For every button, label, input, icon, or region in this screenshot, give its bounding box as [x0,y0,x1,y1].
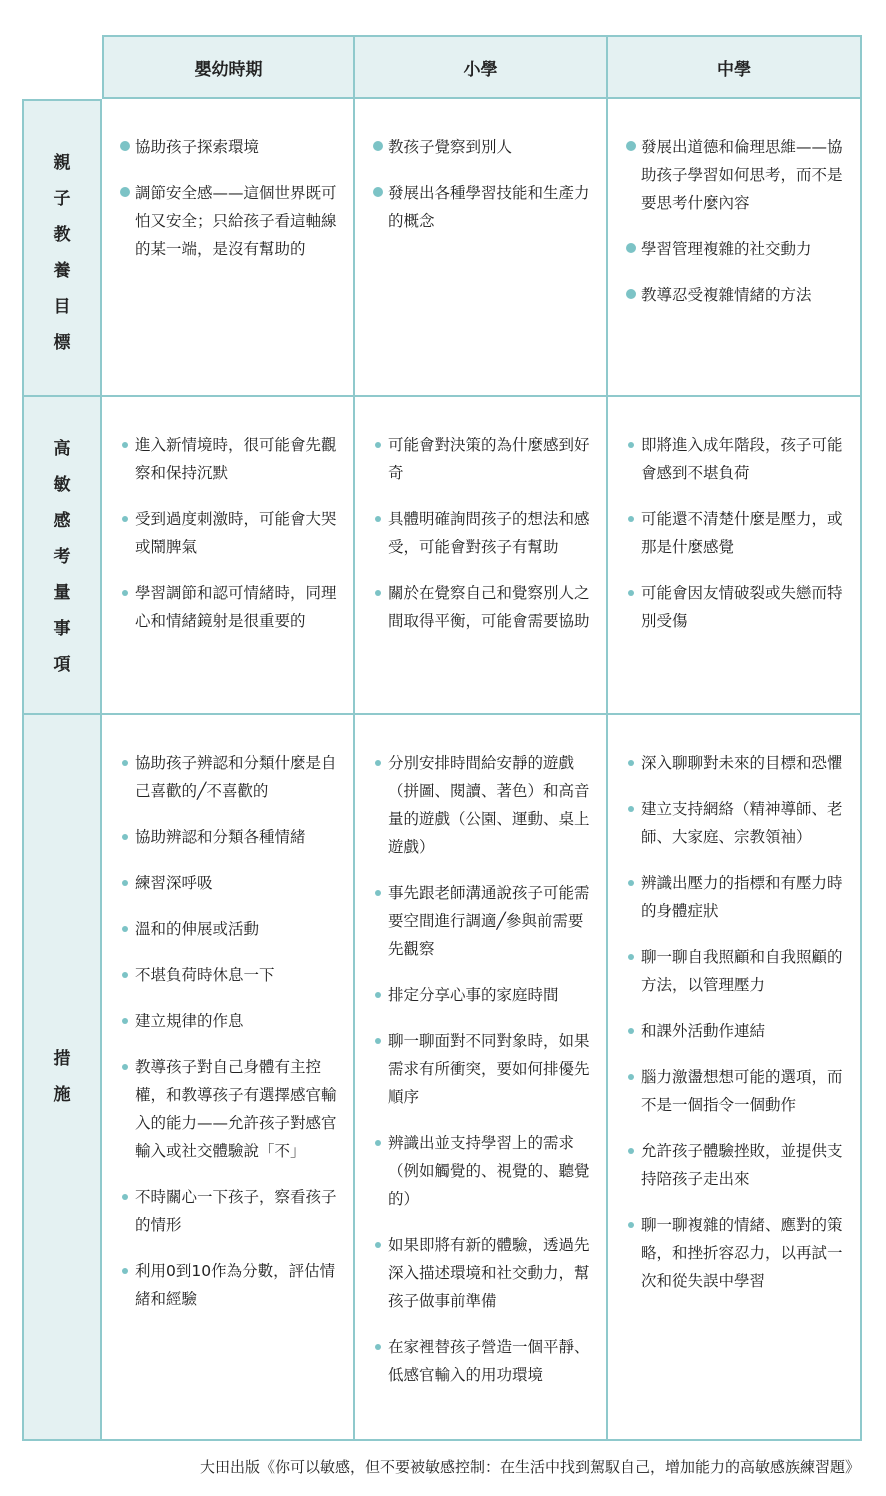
list-item [626,1017,848,1045]
bullet-icon [122,1064,128,1070]
list-item [626,579,848,635]
list-item [626,235,848,263]
list-item-text: 辨識出並支持學習上的需求（例如觸覺的、視覺的、聽覺的） [388,1134,590,1208]
list-item-text: 建立規律的作息 [135,1012,244,1030]
row-header-measures [22,715,102,1441]
list-item-text: 可能還不清楚什麼是壓力，或那是什麼感覺 [641,510,843,556]
table-corner [22,35,102,99]
list-item [626,943,848,999]
list-item-text: 和課外活動作連結 [641,1022,766,1040]
bullet-icon [628,442,634,448]
row-label-char: 目 [53,297,71,317]
list-item-text: 發展出道德和倫理思維——協助孩子學習如何思考，而不是要思考什麼內容 [641,138,843,212]
list-item-text: 協助孩子辨認和分類什麼是自己喜歡的╱不喜歡的 [135,754,337,800]
list-item-text: 可能會因友情破裂或失戀而特別受傷 [641,584,843,630]
list-item [626,795,848,851]
row-label-char: 養 [53,261,71,281]
cell-considerations-elementary [355,397,608,715]
list-item [626,869,848,925]
cell-considerations-infancy [102,397,355,715]
list-item [626,431,848,487]
bullet-icon [122,1268,128,1274]
bullet-icon [375,442,381,448]
list-item-text: 即將進入成年階段，孩子可能會感到不堪負荷 [641,436,843,482]
list-item-text: 進入新情境時，很可能會先觀察和保持沉默 [135,436,337,482]
list-item [373,1129,594,1213]
row-label-char: 子 [53,189,71,209]
parenting-table [22,35,862,1441]
list-item [373,1333,594,1389]
cell-goals-infancy [102,99,355,397]
source-credit: 大田出版《你可以敏感，但不要被敏感控制：在生活中找到駕馭自己，增加能力的高敏感族練習題》 [199,1458,860,1476]
bullet-icon [375,890,381,896]
bullet-icon [122,926,128,932]
list-item-text: 調節安全感——這個世界既可怕又安全；只給孩子看這軸線的某一端，是沒有幫助的 [135,184,337,258]
bullet-icon [375,1038,381,1044]
list-item-text: 練習深呼吸 [135,874,213,892]
column-header-elementary: 小學 [355,35,608,99]
bullet-icon [375,1140,381,1146]
bullet-icon [375,760,381,766]
bullet-icon [628,1028,634,1034]
list-item-text: 協助孩子探索環境 [135,138,260,156]
row-label-char: 敏 [53,475,71,495]
list-item-text: 聊一聊複雜的情緒、應對的策略，和挫折容忍力，以再試一次和從失誤中學習 [641,1216,843,1290]
row-label-char: 感 [53,511,71,531]
bullet-icon [626,289,636,299]
list-item-text: 允許孩子體驗挫敗，並提供支持陪孩子走出來 [641,1142,843,1188]
cell-measures-infancy [102,715,355,1441]
row-label-goals [54,145,71,395]
cell-considerations-secondary [608,397,862,715]
column-header-infancy: 嬰幼時期 [102,35,355,99]
list-item [120,1007,341,1035]
row-header-goals [22,99,102,397]
row-label-considerations [54,431,71,713]
list-item [120,749,341,805]
row-label-char: 高 [53,439,71,459]
list-item [120,579,341,635]
list-item-text: 辨識出壓力的指標和有壓力時的身體症狀 [641,874,843,920]
list-item [120,961,341,989]
list-item [626,1063,848,1119]
cell-goals-elementary [355,99,608,397]
bullet-icon [122,516,128,522]
row-label-char: 量 [53,583,71,603]
list-item [373,1231,594,1315]
row-label-char: 措 [53,1049,71,1069]
list-item-text: 關於在覺察自己和覺察別人之間取得平衡，可能會需要協助 [388,584,590,630]
list-item-text: 不堪負荷時休息一下 [135,966,275,984]
bullet-icon [122,1194,128,1200]
bullet-icon [122,590,128,596]
bullet-icon [122,760,128,766]
row-label-char: 親 [53,153,71,173]
bullet-icon [628,954,634,960]
list-item [120,1053,341,1165]
list-item-text: 學習調節和認可情緒時，同理心和情緒鏡射是很重要的 [135,584,337,630]
row-label-char: 項 [53,655,71,675]
list-item-text: 聊一聊自我照顧和自我照顧的方法，以管理壓力 [641,948,843,994]
list-item [120,505,341,561]
list-item-text: 教孩子覺察到別人 [388,138,513,156]
list-item-text: 溫和的伸展或活動 [135,920,260,938]
list-item [373,179,594,235]
list-item-text: 腦力激盪想想可能的選項，而不是一個指令一個動作 [641,1068,843,1114]
list-item-text: 分別安排時間給安靜的遊戲（拼圖、閱讀、著色）和高音量的遊戲（公園、運動、桌上遊戲） [388,754,590,856]
list-item [120,133,341,161]
bullet-icon [628,1148,634,1154]
bullet-icon [122,834,128,840]
list-item [626,281,848,309]
bullet-icon [628,880,634,886]
list-item-text: 不時關心一下孩子，察看孩子的情形 [135,1188,337,1234]
bullet-icon [628,806,634,812]
bullet-icon [122,880,128,886]
list-item-text: 可能會對決策的為什麼感到好奇 [388,436,590,482]
bullet-icon [122,442,128,448]
list-item-text: 教導忍受複雜情緒的方法 [641,286,812,304]
row-label-char: 考 [53,547,71,567]
list-item-text: 發展出各種學習技能和生產力的概念 [388,184,590,230]
list-item [120,823,341,851]
bullet-icon [628,516,634,522]
list-item [373,879,594,963]
list-item-text: 聊一聊面對不同對象時，如果需求有所衝突，要如何排優先順序 [388,1032,590,1106]
bullet-icon [375,992,381,998]
bullet-icon [375,590,381,596]
list-item [120,915,341,943]
row-header-considerations [22,397,102,715]
list-item [373,579,594,635]
list-item-text: 排定分享心事的家庭時間 [388,986,559,1004]
list-item-text: 在家裡替孩子營造一個平靜、低感官輸入的用功環境 [388,1338,590,1384]
bullet-icon [375,516,381,522]
bullet-icon [373,187,383,197]
list-item [626,749,848,777]
list-item [120,869,341,897]
list-item [626,505,848,561]
bullet-icon [120,141,130,151]
list-item [373,749,594,861]
row-label-measures [54,1041,71,1439]
list-item-text: 協助辨認和分類各種情緒 [135,828,306,846]
bullet-icon [122,1018,128,1024]
column-header-secondary: 中學 [608,35,862,99]
list-item [373,133,594,161]
list-item [626,1211,848,1295]
bullet-icon [628,1074,634,1080]
bullet-icon [628,590,634,596]
list-item-text: 教導孩子對自己身體有主控權，和教導孩子有選擇感官輸入的能力——允許孩子對感官輸入或社交體驗說「不」 [135,1058,337,1160]
bullet-icon [120,187,130,197]
bullet-icon [375,1242,381,1248]
list-item [373,505,594,561]
cell-measures-secondary [608,715,862,1441]
bullet-icon [122,972,128,978]
row-label-char: 事 [53,619,71,639]
row-label-char: 標 [53,333,71,353]
row-label-char: 教 [53,225,71,245]
row-label-char: 施 [53,1085,71,1105]
bullet-icon [628,1222,634,1228]
bullet-icon [375,1344,381,1350]
list-item [626,133,848,217]
list-item-text: 具體明確詢問孩子的想法和感受，可能會對孩子有幫助 [388,510,590,556]
list-item [120,1183,341,1239]
cell-goals-secondary [608,99,862,397]
cell-measures-elementary [355,715,608,1441]
list-item-text: 如果即將有新的體驗，透過先深入描述環境和社交動力，幫孩子做事前準備 [388,1236,590,1310]
list-item [120,179,341,263]
list-item [120,431,341,487]
list-item-text: 深入聊聊對未來的目標和恐懼 [641,754,843,772]
list-item-text: 學習管理複雜的社交動力 [641,240,812,258]
list-item [373,431,594,487]
list-item-text: 事先跟老師溝通說孩子可能需要空間進行調適╱參與前需要先觀察 [388,884,590,958]
bullet-icon [626,243,636,253]
list-item [373,1027,594,1111]
bullet-icon [628,760,634,766]
list-item-text: 建立支持網絡（精神導師、老師、大家庭、宗教領袖） [641,800,843,846]
list-item-text: 受到過度刺激時，可能會大哭或鬧脾氣 [135,510,337,556]
bullet-icon [373,141,383,151]
list-item [626,1137,848,1193]
list-item-text: 利用0到10作為分數，評估情緒和經驗 [135,1262,336,1308]
bullet-icon [626,141,636,151]
list-item [373,981,594,1009]
list-item [120,1257,341,1313]
